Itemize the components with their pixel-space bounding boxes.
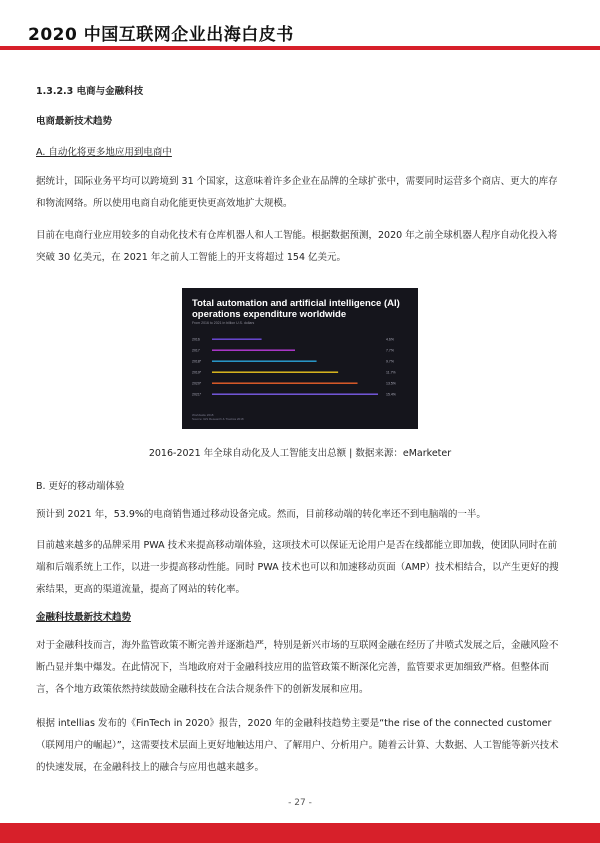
chart-bar: [212, 372, 338, 373]
page-number: - 27 -: [288, 798, 312, 808]
chart-category-label: 2017: [192, 348, 200, 353]
figure-caption: 2016-2021 年全球自动化及人工智能支出总额 | 数据来源：eMarketer: [148, 448, 452, 459]
chart-category-label: 2018*: [192, 359, 202, 364]
chart-bar: [212, 394, 378, 395]
chart-bar: [212, 350, 295, 351]
chart-footer: [192, 413, 244, 421]
chart-value-label: 13.5%: [386, 381, 396, 386]
item-a-paragraph-1: 据统计，国际业务平均可以跨境到 31 个国家，这意味着许多企业在品牌的全球扩张中，需要同时运营多个商店、更大的库存和物流网络。所以使用电商自动化能更快更高效地扩大规模。: [36, 176, 558, 209]
item-b-paragraph-1: 预计到 2021 年，53.9%的电商销售通过移动设备完成。然而，目前移动端的转化率还不到电脑端的一半。: [36, 509, 486, 520]
chart-value-label: 9.7%: [386, 359, 394, 364]
chart-value-label: 7.7%: [386, 348, 394, 353]
fintech-paragraph-1: 对于金融科技而言，海外监管政策不断完善并逐渐趋严，特别是新兴市场的互联网金融在经历了井喷式发展之后，金融风险不断凸显并集中爆发。在此情况下，当地政府对于金融科技应用的监管政策不断深化完善，监管要求更加细致严格。但整体而言，各个地方政策依然持续鼓励金融科技在合法合规条件下的创新发展和应用。: [36, 640, 559, 695]
item-b-title: B. 更好的移动端体验: [36, 481, 125, 492]
fintech-heading: 金融科技最新技术趋势: [36, 612, 132, 623]
expenditure-chart-image: [182, 288, 418, 429]
item-a-title: A. 自动化将更多地应用到电商中: [36, 147, 172, 158]
header-divider: [0, 46, 600, 50]
chart-footer-line-1: Worldwide 2018: [192, 413, 214, 417]
chart-plot: [182, 288, 418, 429]
section-number-title: 1.3.2.3 电商与金融科技: [36, 86, 144, 97]
chart-bar: [212, 339, 262, 340]
chart-category-label: 2020*: [192, 381, 202, 386]
chart-subtitle: From 2016 to 2021 in billion U.S. dollars: [192, 321, 255, 325]
chart-category-label: 2019*: [192, 370, 202, 375]
fintech-paragraph-2: 根据 intellias 发布的《FinTech in 2020》报告，2020 年的金融科技趋势主要是“the rise of the connected customer（联网用户的崛起）”，这需要技术层面上更好地触达用户、了解用户、分析用户。随着云计算、大数据、人工智能等新兴技术的快速发展，在金融科技上的融合与应用也越来越多。: [36, 718, 559, 773]
chart-bar: [212, 361, 317, 362]
chart-category-label: 2021*: [192, 392, 202, 397]
chart-value-label: 4.6%: [386, 337, 394, 342]
chart-bar: [212, 383, 358, 384]
chart-value-label: 15.4%: [386, 392, 396, 397]
chart-title: Total automation and artificial intelligence (AI) operations expenditure worldwide: [192, 298, 400, 320]
footer-bar: [0, 823, 600, 843]
ecommerce-heading: 电商最新技术趋势: [36, 116, 113, 127]
item-b-paragraph-2: 目前越来越多的品牌采用 PWA 技术来提高移动端体验，这项技术可以保证无论用户是否在线都能立即加载，使团队同时在前端和后端系统上工作，以进一步提高移动性能。同时 PWA 技术也可以和加速移动页面（AMP）技术相结合，以产生更好的搜索结果，更高的渠道流量，提高了网站的转化率。: [36, 540, 559, 595]
chart-value-label: 11.7%: [386, 370, 396, 375]
chart-category-label: 2016: [192, 337, 200, 342]
document-title: 2020 中国互联网企业出海白皮书: [28, 25, 294, 45]
item-a-paragraph-2: 目前在电商行业应用较多的自动化技术有仓库机器人和人工智能。根据数据预测，2020 年之前全球机器人程序自动化投入将突破 30 亿美元，在 2021 年之前人工智能上的开支将超过 154 亿美元。: [36, 230, 558, 263]
chart-footer-line-2: Source: IHS Research & Tractica 2018: [192, 417, 244, 421]
